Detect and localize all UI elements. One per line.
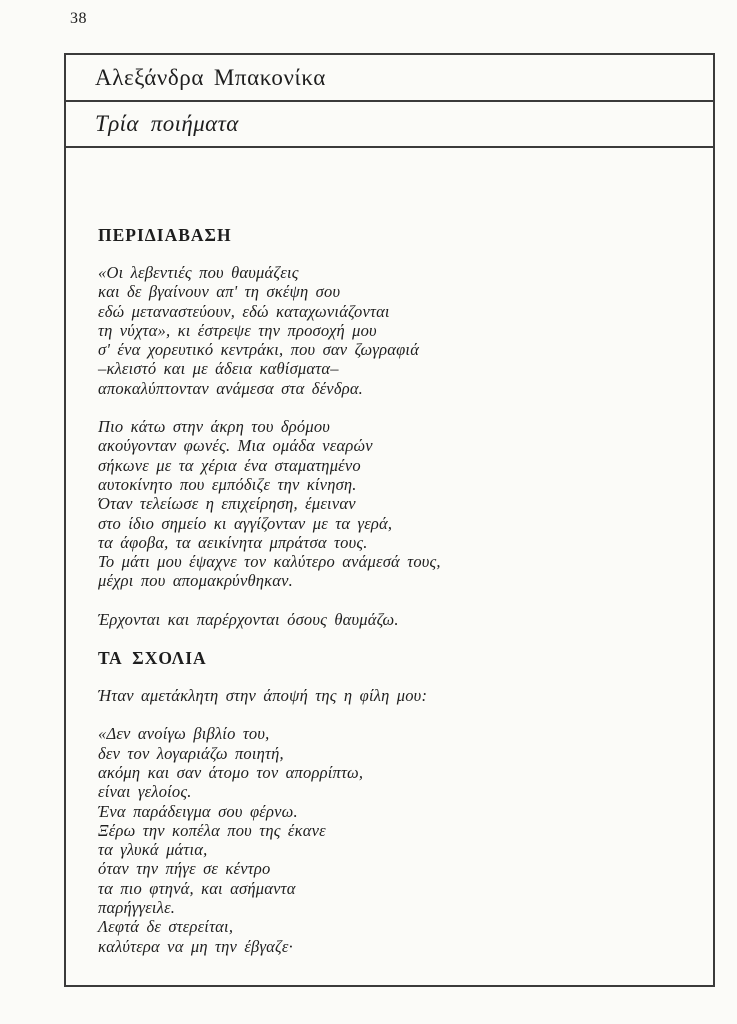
poem-line: τα πιο φτηνά, και ασήμαντα	[98, 878, 296, 898]
poem-line: «Δεν ανοίγω βιβλίο του,	[98, 724, 270, 744]
author-name: Αλεξάνδρα Μπακονίκα	[95, 64, 326, 90]
poem-line: και δε βγαίνουν απ' τη σκέψη σου	[98, 282, 341, 302]
poem-line: σήκωνε με τα χέρια ένα σταματημένο	[98, 455, 361, 475]
poem-line: καλύτερα να μη την έβγαζε·	[98, 936, 293, 956]
poem-line: Το μάτι μου έψαχνε τον καλύτερο ανάμεσά τους,	[98, 552, 441, 572]
poem-line: Όταν τελείωσε η επιχείρηση, έμειναν	[98, 494, 356, 514]
stanza	[98, 417, 689, 591]
section-title: Τρία ποιήματα	[95, 111, 239, 136]
poem-line: όταν την πήγε σε κέντρο	[98, 859, 271, 879]
poem	[98, 225, 689, 629]
poems-container	[66, 148, 713, 956]
stanza	[98, 724, 689, 956]
section-title-row	[66, 102, 713, 148]
poem-line: αποκαλύπτονταν ανάμεσα στα δένδρα.	[98, 378, 363, 398]
stanza	[98, 610, 689, 629]
poem-line: παρήγγειλε.	[98, 898, 176, 918]
poem-title: ΠΕΡΙΔΙΑΒΑΣΗ	[98, 225, 232, 245]
poem-line: είναι γελοίος.	[98, 782, 192, 802]
page-number: 38	[70, 10, 87, 27]
poem-line: Έρχονται και παρέρχονται όσους θαυμάζω.	[98, 609, 399, 629]
author-row	[66, 55, 713, 102]
stanza	[98, 686, 689, 705]
poem-line: αυτοκίνητο που εμπόδιζε την κίνηση.	[98, 474, 357, 494]
poem-line: δεν τον λογαριάζω ποιητή,	[98, 743, 284, 763]
poem-line: Πιο κάτω στην άκρη του δρόμου	[98, 417, 331, 437]
poem-line: εδώ μεταναστεύουν, εδώ καταχωνιάζονται	[98, 301, 390, 321]
poem-line: σ' ένα χορευτικό κεντράκι, που σαν ζωγραφιά	[98, 340, 420, 360]
poem-line: Λεφτά δε στερείται,	[98, 917, 234, 937]
poem-line: ακόμη και σαν άτομο τον απορρίπτω,	[98, 762, 364, 782]
poem-line: Ήταν αμετάκλητη στην άποψή της η φίλη μου:	[98, 686, 428, 706]
poem-line: Ξέρω την κοπέλα που της έκανε	[98, 820, 326, 840]
poem	[98, 648, 689, 956]
poem-line: «Οι λεβεντιές που θαυμάζεις	[98, 263, 299, 282]
poem-line: τα γλυκά μάτια,	[98, 840, 208, 860]
stanza	[98, 263, 689, 398]
poem-line: στο ίδιο σημείο κι αγγίζονταν με τα γερά,	[98, 513, 393, 533]
poem-title: ΤΑ ΣΧΟΛΙΑ	[98, 648, 207, 669]
poem-line: τη νύχτα», κι έστρεψε την προσοχή μου	[98, 320, 377, 340]
poem-line: τα άφοβα, τα αεικίνητα μπράτσα τους.	[98, 532, 368, 552]
poem-line: ακούγονταν φωνές. Μια ομάδα νεαρών	[98, 436, 373, 456]
poem-line: μέχρι που απομακρύνθηκαν.	[98, 571, 294, 591]
poem-line: Ένα παράδειγμα σου φέρνω.	[98, 801, 298, 821]
content-frame	[64, 53, 715, 987]
poem-line: –κλειστό και με άδεια καθίσματα–	[98, 359, 339, 379]
